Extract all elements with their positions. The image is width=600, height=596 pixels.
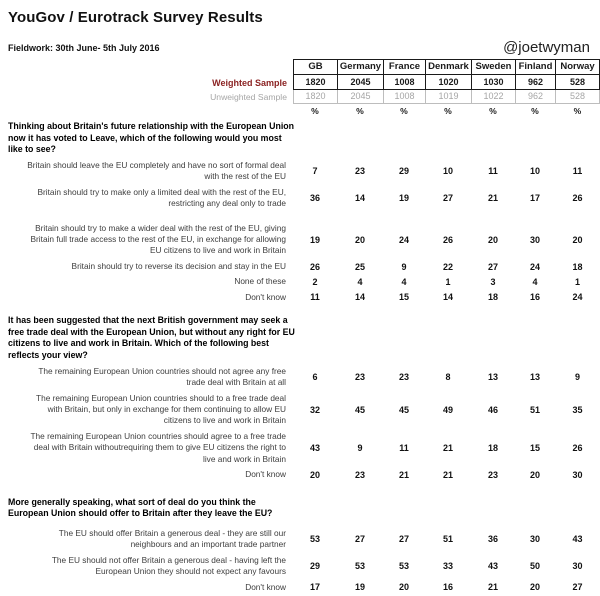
- value-cell: 20: [309, 469, 320, 480]
- unweighted-value: 962: [515, 90, 555, 104]
- value-cell: 7: [312, 166, 318, 177]
- unweighted-value: 1019: [425, 90, 471, 104]
- answer-label: None of these: [234, 276, 286, 287]
- value-cell: 45: [354, 404, 365, 415]
- value-cell: 19: [354, 582, 365, 593]
- value-cell: 46: [487, 404, 498, 415]
- answer-row: [0, 158, 600, 185]
- value-cell: 51: [442, 534, 453, 545]
- value-cell: 27: [398, 534, 409, 545]
- value-cell: 30: [529, 234, 540, 245]
- value-cell: 20: [529, 469, 540, 480]
- value-cell: 29: [398, 166, 409, 177]
- answer-row: [0, 290, 600, 305]
- value-cell: 27: [572, 582, 583, 593]
- weighted-value: 528: [555, 75, 600, 90]
- value-cell: 27: [354, 534, 365, 545]
- value-cell: 23: [354, 469, 365, 480]
- value-cell: 45: [398, 404, 409, 415]
- answer-label: The remaining European Union countries should agree to a free trade deal with Britain withoutrequiring them to give EU citizens the right to live and work in Britain: [30, 430, 286, 464]
- answer-label: The remaining European Union countries should to a free trade deal with Britain, but only in exchange for them continuing to allow EU citizens to live and work in Britain: [36, 392, 286, 426]
- value-cell: 49: [442, 404, 453, 415]
- weighted-value: 1030: [471, 75, 515, 90]
- percent-symbol: %: [400, 106, 408, 116]
- value-cell: 36: [487, 534, 498, 545]
- weighted-value: 2045: [337, 75, 383, 90]
- value-cell: 24: [572, 292, 583, 303]
- value-cell: 9: [401, 261, 407, 272]
- answer-label: The remaining European Union countries should not agree any free trade deal with Britain at all: [38, 365, 286, 388]
- value-cell: 16: [442, 582, 453, 593]
- value-cell: 24: [398, 234, 409, 245]
- value-cell: 43: [487, 561, 498, 572]
- value-cell: 30: [529, 534, 540, 545]
- value-cell: 21: [442, 442, 453, 453]
- value-cell: 19: [309, 234, 320, 245]
- value-cell: 20: [354, 234, 365, 245]
- value-cell: 17: [309, 582, 320, 593]
- column-header-norway: Norway: [555, 59, 600, 75]
- column-header-germany: Germany: [337, 59, 383, 75]
- value-cell: 26: [309, 261, 320, 272]
- answer-label: Don't know: [245, 469, 286, 480]
- answer-label: The EU should offer Britain a generous deal - they are still our neighbours and an important trade partner: [58, 527, 286, 550]
- answer-row: [0, 526, 600, 553]
- unweighted-sample-label: Unweighted Sample: [210, 92, 287, 102]
- value-cell: 33: [442, 561, 453, 572]
- answer-label: Don't know: [245, 581, 286, 592]
- question-text-2: It has been suggested that the next British government may seek a free trade deal with the European Union, but without any right for EU citizens to live and work in Britain. Which of the following best reflects your view?: [8, 315, 295, 361]
- value-cell: 6: [312, 372, 318, 383]
- value-cell: 14: [354, 292, 365, 303]
- unweighted-value: 2045: [337, 90, 383, 104]
- answer-row: [0, 580, 600, 595]
- value-cell: 20: [529, 582, 540, 593]
- value-cell: 10: [529, 166, 540, 177]
- value-cell: 15: [398, 292, 409, 303]
- value-cell: 21: [442, 469, 453, 480]
- value-cell: 13: [487, 372, 498, 383]
- weighted-value: 1820: [293, 75, 337, 90]
- answer-label: Britain should try to make only a limited deal with the rest of the EU, restricting any deal only to trade: [37, 186, 286, 209]
- value-cell: 50: [529, 561, 540, 572]
- value-cell: 24: [529, 261, 540, 272]
- value-cell: 11: [310, 292, 320, 303]
- value-cell: 9: [574, 372, 580, 383]
- value-cell: 20: [487, 234, 498, 245]
- value-cell: 11: [572, 166, 583, 177]
- survey-results-page: [0, 9, 600, 596]
- value-cell: 21: [487, 193, 498, 204]
- value-cell: 3: [490, 277, 496, 288]
- column-header-sweden: Sweden: [471, 59, 515, 75]
- value-cell: 1: [445, 277, 451, 288]
- value-cell: 22: [442, 261, 453, 272]
- value-cell: 8: [445, 372, 451, 383]
- value-cell: 53: [309, 534, 320, 545]
- value-cell: 20: [572, 234, 583, 245]
- value-cell: 23: [487, 469, 498, 480]
- value-cell: 43: [309, 442, 320, 453]
- answer-row: [0, 553, 600, 580]
- value-cell: 26: [442, 234, 453, 245]
- percent-symbol: %: [489, 106, 497, 116]
- country-header-row: [0, 59, 600, 75]
- value-cell: 14: [442, 292, 453, 303]
- question-text-1: Thinking about Britain's future relationship with the European Union now it has voted to Leave, which of the following would you most like to see?: [8, 121, 295, 155]
- percent-symbol: %: [531, 106, 539, 116]
- value-cell: 36: [309, 193, 320, 204]
- answer-label: Britain should try to make a wider deal with the rest of the EU, giving Britain full trade access to the rest of the EU, in exchange for allowing EU citizens to live and work in Britain: [30, 222, 286, 256]
- answer-row: [0, 364, 600, 391]
- column-header-gb: GB: [293, 59, 337, 75]
- answer-label: Britain should try to reverse its decision and stay in the EU: [71, 260, 286, 271]
- value-cell: 26: [572, 193, 583, 204]
- value-cell: 4: [532, 277, 538, 288]
- answer-row: [0, 221, 600, 259]
- column-header-denmark: Denmark: [425, 59, 471, 75]
- percent-symbol: %: [444, 106, 452, 116]
- fieldwork-note: Fieldwork: 30th June- 5th July 2016: [8, 43, 160, 53]
- value-cell: 2: [312, 277, 318, 288]
- value-cell: 21: [487, 582, 498, 593]
- value-cell: 20: [398, 582, 409, 593]
- answer-row: [0, 467, 600, 482]
- unweighted-value: 1820: [293, 90, 337, 104]
- value-cell: 53: [398, 561, 409, 572]
- unweighted-sample-row: [0, 90, 600, 104]
- unweighted-value: 528: [555, 90, 600, 104]
- weighted-value: 1008: [383, 75, 425, 90]
- value-cell: 21: [398, 469, 409, 480]
- column-header-france: France: [383, 59, 425, 75]
- answer-label: Britain should leave the EU completely and have no sort of formal deal with the rest of the EU: [27, 159, 286, 182]
- value-cell: 10: [442, 166, 453, 177]
- question-text-3: More generally speaking, what sort of deal do you think the European Union should offer to Britain after they leave the EU?: [8, 496, 273, 519]
- value-cell: 35: [572, 404, 583, 415]
- page-title: YouGov / Eurotrack Survey Results: [8, 9, 263, 26]
- answer-row: [0, 259, 600, 274]
- value-cell: 23: [354, 372, 365, 383]
- value-cell: 27: [487, 261, 498, 272]
- value-cell: 18: [572, 261, 583, 272]
- value-cell: 9: [357, 442, 363, 453]
- value-cell: 11: [488, 166, 498, 177]
- answer-row: [0, 429, 600, 467]
- value-cell: 18: [487, 292, 498, 303]
- percent-row: [0, 104, 600, 117]
- percent-symbol: %: [356, 106, 364, 116]
- answer-label: The EU should not offer Britain a generous deal - having left the European Union they should not expect any favours: [51, 554, 286, 577]
- value-cell: 4: [357, 277, 363, 288]
- value-cell: 4: [401, 277, 407, 288]
- value-cell: 15: [529, 442, 540, 453]
- value-cell: 17: [529, 193, 540, 204]
- value-cell: 51: [529, 404, 540, 415]
- value-cell: 11: [399, 442, 409, 453]
- percent-symbol: %: [311, 106, 319, 116]
- value-cell: 43: [572, 534, 583, 545]
- weighted-value: 962: [515, 75, 555, 90]
- value-cell: 26: [572, 442, 583, 453]
- value-cell: 23: [354, 166, 365, 177]
- weighted-sample-label: Weighted Sample: [212, 77, 287, 88]
- value-cell: 14: [354, 193, 365, 204]
- unweighted-value: 1008: [383, 90, 425, 104]
- twitter-handle: @joetwyman: [503, 39, 590, 56]
- value-cell: 18: [487, 442, 498, 453]
- answer-row: [0, 274, 600, 289]
- value-cell: 16: [529, 292, 540, 303]
- value-cell: 30: [572, 561, 583, 572]
- answer-row: [0, 185, 600, 212]
- value-cell: 30: [572, 469, 583, 480]
- value-cell: 32: [309, 404, 320, 415]
- value-cell: 13: [529, 372, 540, 383]
- value-cell: 25: [354, 261, 365, 272]
- value-cell: 53: [354, 561, 365, 572]
- weighted-value: 1020: [425, 75, 471, 90]
- value-cell: 19: [398, 193, 409, 204]
- answer-label: Don't know: [245, 291, 286, 302]
- column-header-finland: Finland: [515, 59, 555, 75]
- percent-symbol: %: [573, 106, 582, 116]
- value-cell: 23: [398, 372, 409, 383]
- value-cell: 27: [442, 193, 453, 204]
- value-cell: 29: [309, 561, 320, 572]
- value-cell: 1: [574, 277, 580, 288]
- answer-row: [0, 391, 600, 429]
- weighted-sample-row: [0, 75, 600, 90]
- unweighted-value: 1022: [471, 90, 515, 104]
